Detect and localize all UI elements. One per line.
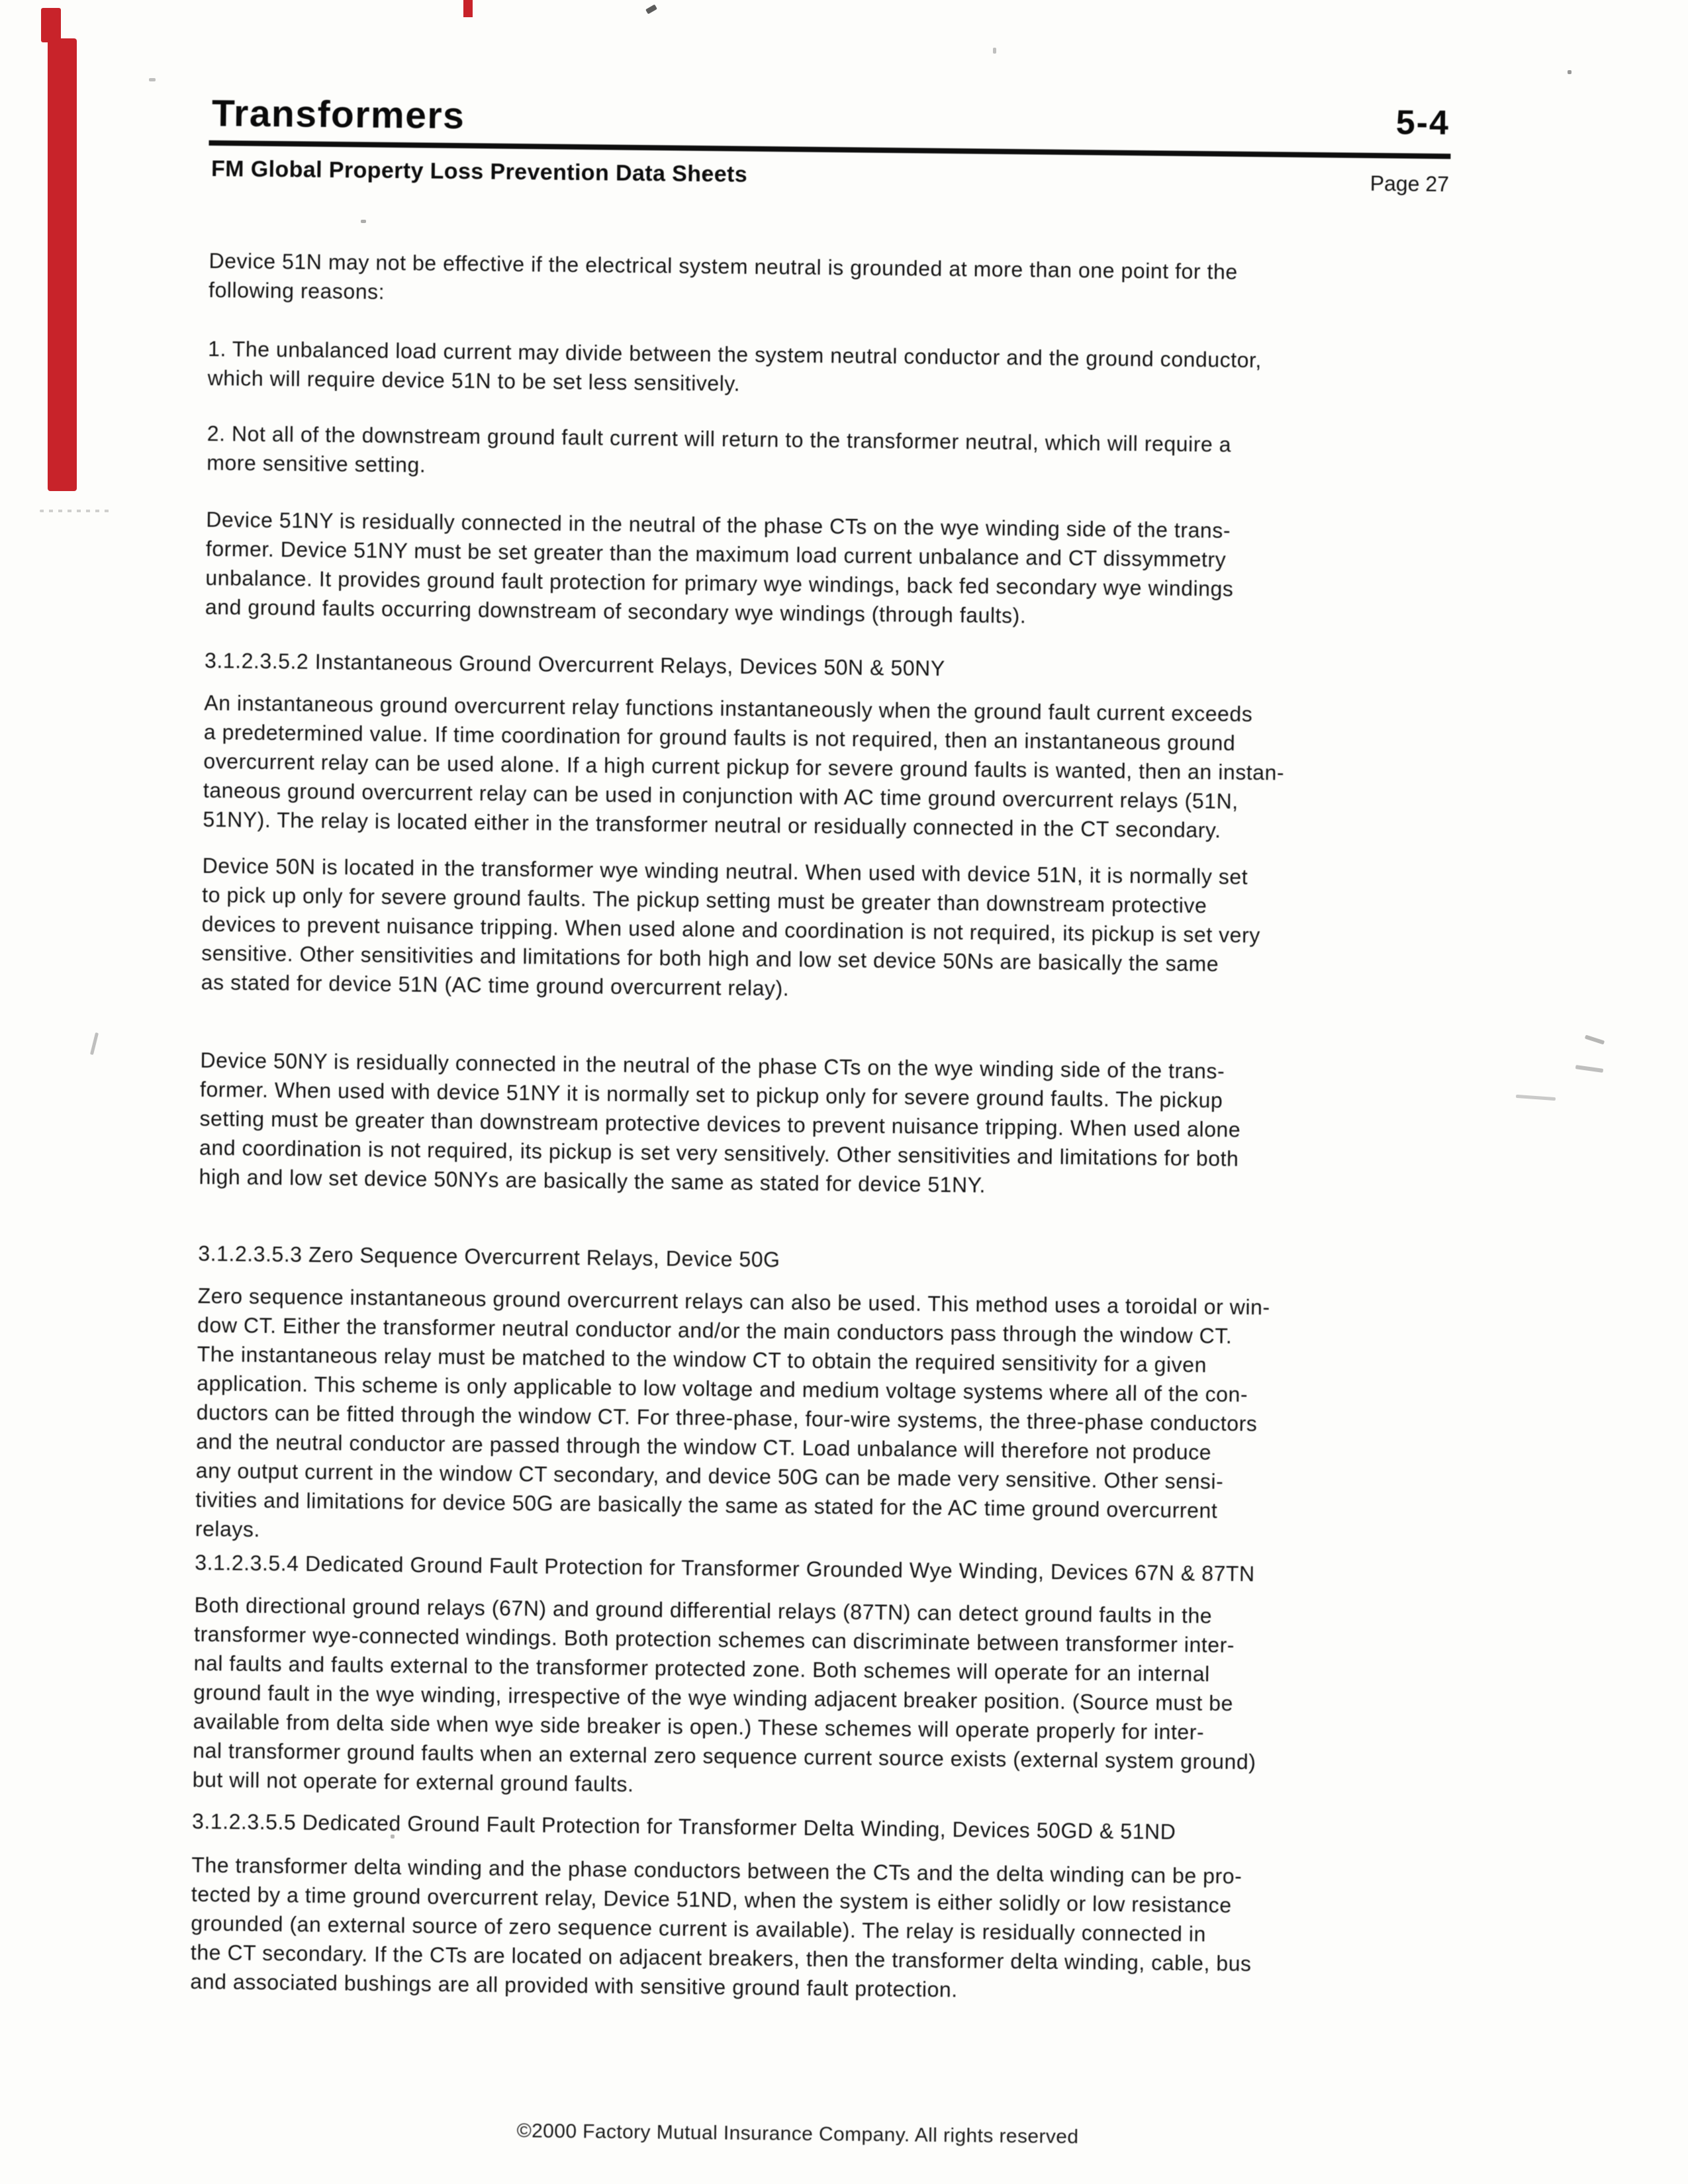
paragraph: Both directional ground relays (67N) and ground differential relays (87TN) can detect ground faults in the transformer wye-connected windings. Both protection schemes can discriminate between transformer inter- nal faults and faults external to the transformer protected zone. Both schemes will operate for an internal ground fault in the wye winding, irrespective of the wye winding adjacent breaker position. (Source must be available from delta side when wye side breaker is open.) These schemes will operate properly for inter- nal transformer ground faults when an external zero sequence current source exists (external system ground) but will not operate for external ground faults. — [192, 1592, 1256, 1797]
paragraph: Device 51NY is residually connected in the neutral of the phase CTs on the wye winding side of the trans- former. Device 51NY must be set greater than the maximum load current unbalance and CT dissymmetry unbalance. It provides ground fault protection for primary wye windings, back fed secondary wye windings and ground faults occurring downstream of secondary wye windings (through faults). — [205, 507, 1234, 628]
body-flow — [188, 0, 1430, 2184]
page-title: Transformers — [211, 92, 465, 138]
paragraph: Zero sequence instantaneous ground overcurrent relays can also be used. This method uses a toroidal or win- dow CT. Either the transformer neutral conductor and/or the main conductors pass through the window CT. The instantaneous relay must be matched to the window CT to obtain the required sensitivity for a given application. This scheme is only applicable to low voltage and medium voltage systems where all of the con- ductors can be fitted through the window CT. For three-phase, four-wire systems, the three-phase conductors and the neutral conductor are passed through the window CT. Load unbalance will therefore not produce any output current in the window CT secondary, and device 50G can be made very sensitive. Other sensi- tivities and limitations for device 50G are basically the same as stated for the AC time ground overcurrent relays. — [195, 1283, 1270, 1541]
paragraph: Device 50NY is residually connected in the neutral of the phase CTs on the wye winding side of the trans- former. When used with device 51NY it is normally set to pickup only for severe ground faults. The pickup setting must be greater than downstream protective devices to prevent nuisance tripping. When used alone and coordination is not required, its pickup is set very sensitively. Other sensitivities and limitations for both high and low set device 50NYs are basically the same as stated for device 51NY. — [199, 1048, 1241, 1197]
section-heading: 3.1.2.3.5.2 Instantaneous Ground Overcurrent Relays, Devices 50N & 50NY — [204, 648, 945, 681]
document-subtitle: FM Global Property Loss Prevention Data Sheets — [211, 156, 748, 187]
section-heading: 3.1.2.3.5.4 Dedicated Ground Fault Protection for Transformer Grounded Wye Winding, Devices 67N & 87TN — [195, 1550, 1255, 1586]
section-heading: 3.1.2.3.5.5 Dedicated Ground Fault Protection for Transformer Delta Winding, Devices 50GD & 51ND — [191, 1809, 1176, 1844]
page-number: Page 27 — [1370, 171, 1450, 197]
paragraph: Device 51N may not be effective if the electrical system neutral is grounded at more than one point for the following reasons: — [208, 248, 1238, 304]
copyright-notice: ©2000 Factory Mutual Insurance Company. All rights reserved — [516, 2120, 1079, 2148]
paragraph: An instantaneous ground overcurrent relay functions instantaneously when the ground fault current exceeds a predetermined value. If time coordination for ground faults is not required, then an instantaneous ground overcurrent relay can be used alone. If a high current pickup for severe ground faults is wanted, then an instan- taneous ground overcurrent relay can be used in conjunction with AC time ground overcurrent relays (51N, 51NY). The relay is located either in the transformer neutral or residually connected in the CT secondary. — [203, 690, 1285, 842]
list-item: 1. The unbalanced load current may divide between the system neutral conductor and the ground conductor, which will require device 51N to be set less sensitively. — [207, 336, 1262, 396]
section-heading: 3.1.2.3.5.3 Zero Sequence Overcurrent Relays, Device 50G — [198, 1241, 780, 1272]
paragraph: Device 50N is located in the transformer wye winding neutral. When used with device 51N, it is normally set to pick up only for severe ground faults. The pickup setting must be greater than downstream protective devices to prevent nuisance tripping. When used alone and coordination is not required, its pickup is set very sensitive. Other sensitivities and limitations for both high and low set device 50Ns are basically the same as stated for device 51N (AC time ground overcurrent relay). — [201, 853, 1260, 1001]
paragraph: The transformer delta winding and the phase conductors between the CTs and the delta winding can be pro- tected by a time ground overcurrent relay, Device 51ND, when the system is either solidly or low resistance grounded (an external source of zero sequence current is available). The relay is residually connected in the CT secondary. If the CTs are located on adjacent breakers, then the transformer delta winding, cable, bus and associated bushings are all provided with sensitive ground fault protection. — [190, 1852, 1252, 2002]
datasheet-number: 5-4 — [1395, 103, 1450, 143]
list-item: 2. Not all of the downstream ground fault current will return to the transformer neutral, which will require a more sensitive setting. — [207, 421, 1232, 477]
